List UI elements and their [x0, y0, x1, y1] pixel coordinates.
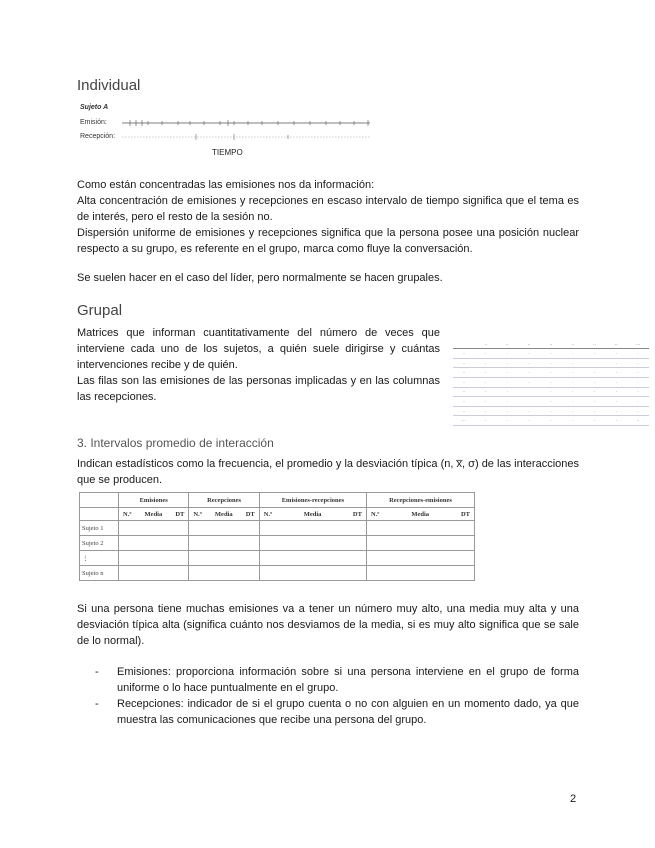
table-metric-headers: N.º Media DT [119, 508, 189, 521]
table-row [80, 536, 475, 551]
intervals-intro: Indican estadísticos como la frecuencia, el promedio y la desviación típica (n, x̅, σ) de las interacciones que se producen. [77, 458, 579, 486]
table-row [80, 521, 475, 536]
section-title-grupal: Grupal [77, 302, 123, 319]
table-row-label: ⋮ [80, 551, 119, 566]
bullet-marker: - [95, 666, 99, 678]
grupal-line-2: Las filas son las emisiones de las personas implicadas y en las columnas las recepciones. [77, 375, 440, 403]
section-title-individual: Individual [77, 77, 141, 94]
table-row-label: Sujeto 2 [80, 536, 119, 551]
figure-axis-label: TIEMPO [212, 148, 243, 157]
individual-line-3: Dispersión uniforme de emisiones y recepciones significa que la persona posee una posición nuclear respecto a su grupo, es referente en el grupo, marca como fluye la conversación. [77, 227, 579, 255]
table-group-header: Recepciones-emisiones [366, 493, 474, 508]
interaction-matrix-figure [453, 340, 649, 426]
table-group-header: Emisiones [119, 493, 189, 508]
list-item: - Emisiones: proporciona información sobre si una persona interviene en el grupo de forma uniforme o lo hace puntualmente en el grupo. [95, 666, 579, 694]
table-group-header: Emisiones-recepciones [259, 493, 366, 508]
table-row [80, 551, 475, 566]
table-row [80, 566, 475, 581]
timeline-lines [78, 104, 378, 154]
table-metric-headers: N.º Media DT [189, 508, 259, 521]
individual-line-2: Alta concentración de emisiones y recepciones en escaso intervalo de tiempo significa que el tema es de interés, pero el resto de la sesión no. [77, 195, 579, 223]
figure-emission-label: Emisión: [80, 119, 107, 126]
individual-paragraph [77, 177, 579, 257]
table-row-label: Sujeto 1 [80, 521, 119, 536]
intervals-paragraph: Si una persona tiene muchas emisiones va a tener un número muy alto, una media muy alta y una desviación típica alta (significa cuánto nos desviamos de la media, si es muy alto significa que se sale de lo normal). [77, 603, 579, 647]
table-corner [80, 508, 119, 521]
intervals-table [79, 492, 475, 581]
individual-line-1: Como están concentradas las emisiones nos da información: [77, 179, 375, 191]
list-item: - Recepciones: indicador de si el grupo cuenta o no con alguien en un momento dado, ya que muestra las comunicaciones que recibe una persona del grupo. [95, 698, 579, 726]
intervals-bullet-list [77, 664, 579, 728]
timeline-figure [78, 104, 378, 162]
section-title-intervals: 3. Intervalos promedio de interacción [77, 436, 274, 450]
table-group-header: Recepciones [189, 493, 259, 508]
figure-subject-label: Sujeto A [80, 104, 109, 111]
figure-reception-label: Recepción: [80, 133, 116, 140]
page-number: 2 [570, 793, 577, 805]
table-row-label: Sujeto n [80, 566, 119, 581]
bullet-marker: - [95, 698, 99, 710]
grupal-line-1: Matrices que informan cuantitativamente del número de veces que interviene cada uno de los sujetos, a quién suele dirigirse y cuántas intervenciones recibe y de quién. [77, 327, 440, 371]
individual-paragraph-2: Se suelen hacer en el caso del líder, pero normalmente se hacen grupales. [77, 272, 443, 284]
table-corner [80, 493, 119, 508]
grupal-paragraph [77, 325, 440, 405]
matrix-table: ·· ·· ·· ·· ·· ·· ·· ··· ·· · · · · · · · · ·· · · · · · · · ·· · · · · · · · · ·· · · · · · · · · ·· · · · · · · · ·· · · · · · · · ·· · · · · · · · · ··· · · · · · · · ·· [453, 340, 649, 426]
table-metric-headers: N.º Media DT [259, 508, 366, 521]
table-metric-headers: N.º Media DT [366, 508, 474, 521]
